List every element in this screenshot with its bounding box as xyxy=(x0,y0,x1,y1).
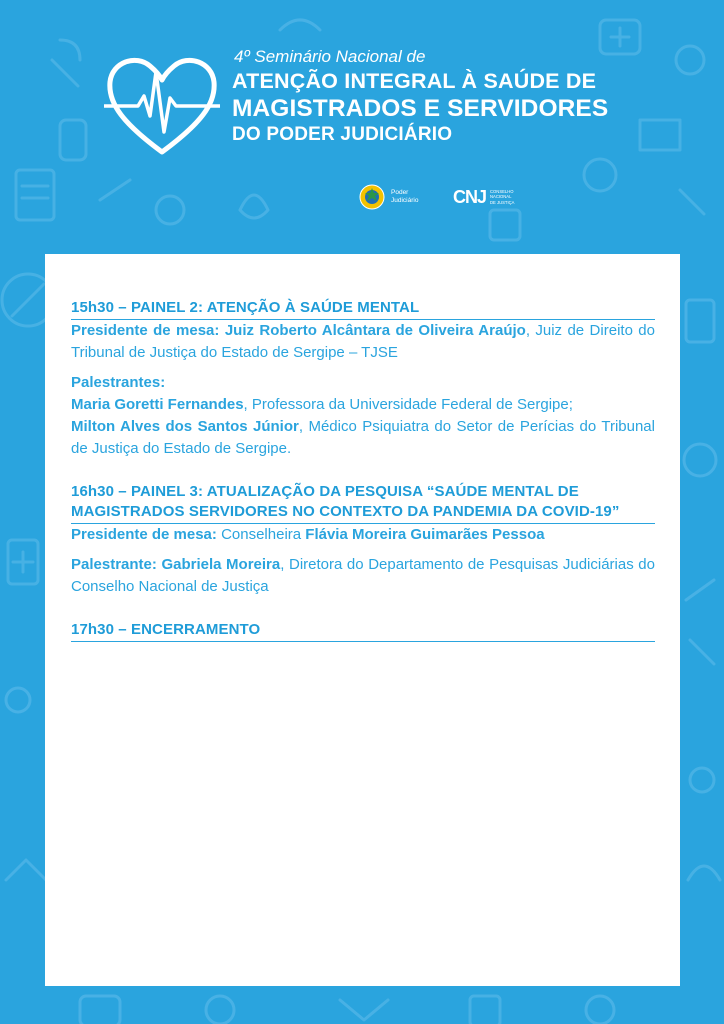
arc-icon xyxy=(688,866,720,880)
chevron-icon xyxy=(6,860,46,880)
event-title-line1: ATENÇÃO INTEGRAL À SAÚDE DE xyxy=(232,69,597,93)
event-title-block xyxy=(232,46,608,147)
bottom-chevron-icon xyxy=(340,1000,388,1020)
panel2-president: Presidente de mesa: Juiz Roberto Alcântara de Oliveira Araújo, Juiz de Direito do Tribunal de Justiça do Estado de Sergipe – TJSE xyxy=(71,322,655,361)
event-title-line3: DO PODER JUDICIÁRIO xyxy=(232,124,453,145)
section-title-panel3: 16h30 – PAINEL 3: ATUALIZAÇÃO DA PESQUISA “SAÚDE MENTAL DE MAGISTRADOS SERVIDORES NO CONTEXTO DA PANDEMIA DA COVID-19” xyxy=(71,482,655,524)
dot-icon xyxy=(6,688,30,712)
panel3-speaker: Palestrante: Gabriela Moreira, Diretora do Departamento de Pesquisas Judiciárias do Conselho Nacional de Justiça xyxy=(71,556,655,595)
event-pre-title: 4º Seminário Nacional de xyxy=(234,47,426,66)
section-title-closing: 17h30 – ENCERRAMENTO xyxy=(71,620,655,642)
target-icon xyxy=(684,444,716,476)
program-content xyxy=(71,298,655,642)
heart-heartbeat-logo-icon xyxy=(104,52,220,160)
event-header xyxy=(0,0,724,240)
chart-icon xyxy=(686,300,714,342)
bottom-circle-icon xyxy=(206,996,234,1024)
section-title-panel2: 15h30 – PAINEL 2: ATENÇÃO À SAÚDE MENTAL xyxy=(71,298,655,320)
republic-seal-icon xyxy=(358,183,386,211)
panel2-speakers: Palestrantes: Maria Goretti Fernandes, Professora da Universidade Federal de Sergipe; Milton Alves dos Santos Júnior, Médico Psiquiatra do Setor de Perícias do Tribunal de Justiça do Estado de Sergipe. xyxy=(71,374,655,457)
panel3-president: Presidente de mesa: Conselheira Flávia Moreira Guimarães Pessoa xyxy=(71,526,545,543)
event-title-line2: MAGISTRADOS E SERVIDORES xyxy=(232,95,609,122)
institution-logos xyxy=(358,181,530,213)
bottom-square-icon xyxy=(470,996,500,1024)
cnj-logo-text: CNJ xyxy=(453,186,487,207)
bottom-dot-icon xyxy=(586,996,614,1024)
circle-icon xyxy=(690,768,714,792)
lines-icon xyxy=(686,580,714,664)
program-card xyxy=(45,254,680,986)
poder-judiciario-label: Poder Judiciário xyxy=(391,189,419,204)
cnj-subtitle: CONSELHO NACIONAL DE JUSTIÇA xyxy=(490,189,515,205)
box-icon xyxy=(80,996,120,1024)
